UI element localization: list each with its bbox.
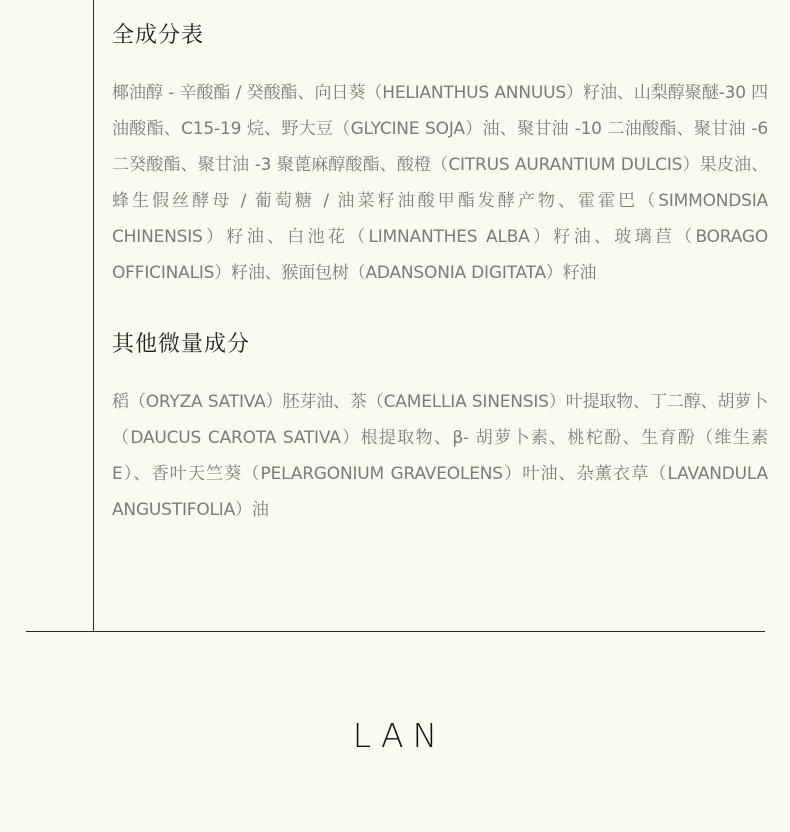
horizontal-divider xyxy=(26,631,765,632)
full-ingredients-title: 全成分表 xyxy=(112,23,205,48)
brand-logo: LAN xyxy=(352,716,447,755)
vertical-divider xyxy=(93,0,94,632)
trace-ingredients-text: 稻（ORYZA SATIVA）胚芽油、茶（CAMELLIA SINENSIS）叶提取物、丁二醇、胡萝卜（DAUCUS CAROTA SATIVA）根提取物、β- 胡萝卜素、桃柁酚、生育酚（维生素 E）、香叶天竺葵（PELARGONIUM GRAVEOLENS）叶油、杂薰衣草（LAVANDULA ANGUSTIFOLIA）油 xyxy=(112,392,768,520)
trace-ingredients-title: 其他微量成分 xyxy=(112,332,251,357)
full-ingredients-text: 椰油醇 - 辛酸酯 / 癸酸酯、向日葵（HELIANTHUS ANNUUS）籽油、山梨醇聚醚-30 四油酸酯、C15-19 烷、野大豆（GLYCINE SOJA）油、聚甘油 -10 二油酸酯、聚甘油 -6 二癸酸酯、聚甘油 -3 聚蓖麻醇酸酯、酸橙（CITRUS AURANTIUM DULCIS）果皮油、蜂生假丝酵母 / 葡萄糖 / 油菜籽油酸甲酯发酵产物、霍霍巴（SIMMONDSIA CHINENSIS）籽油、白池花（LIMNANTHES ALBA）籽油、玻璃苣（BORAGO OFFICINALIS）籽油、猴面包树（ADANSONIA DIGITATA）籽油 xyxy=(112,83,768,283)
